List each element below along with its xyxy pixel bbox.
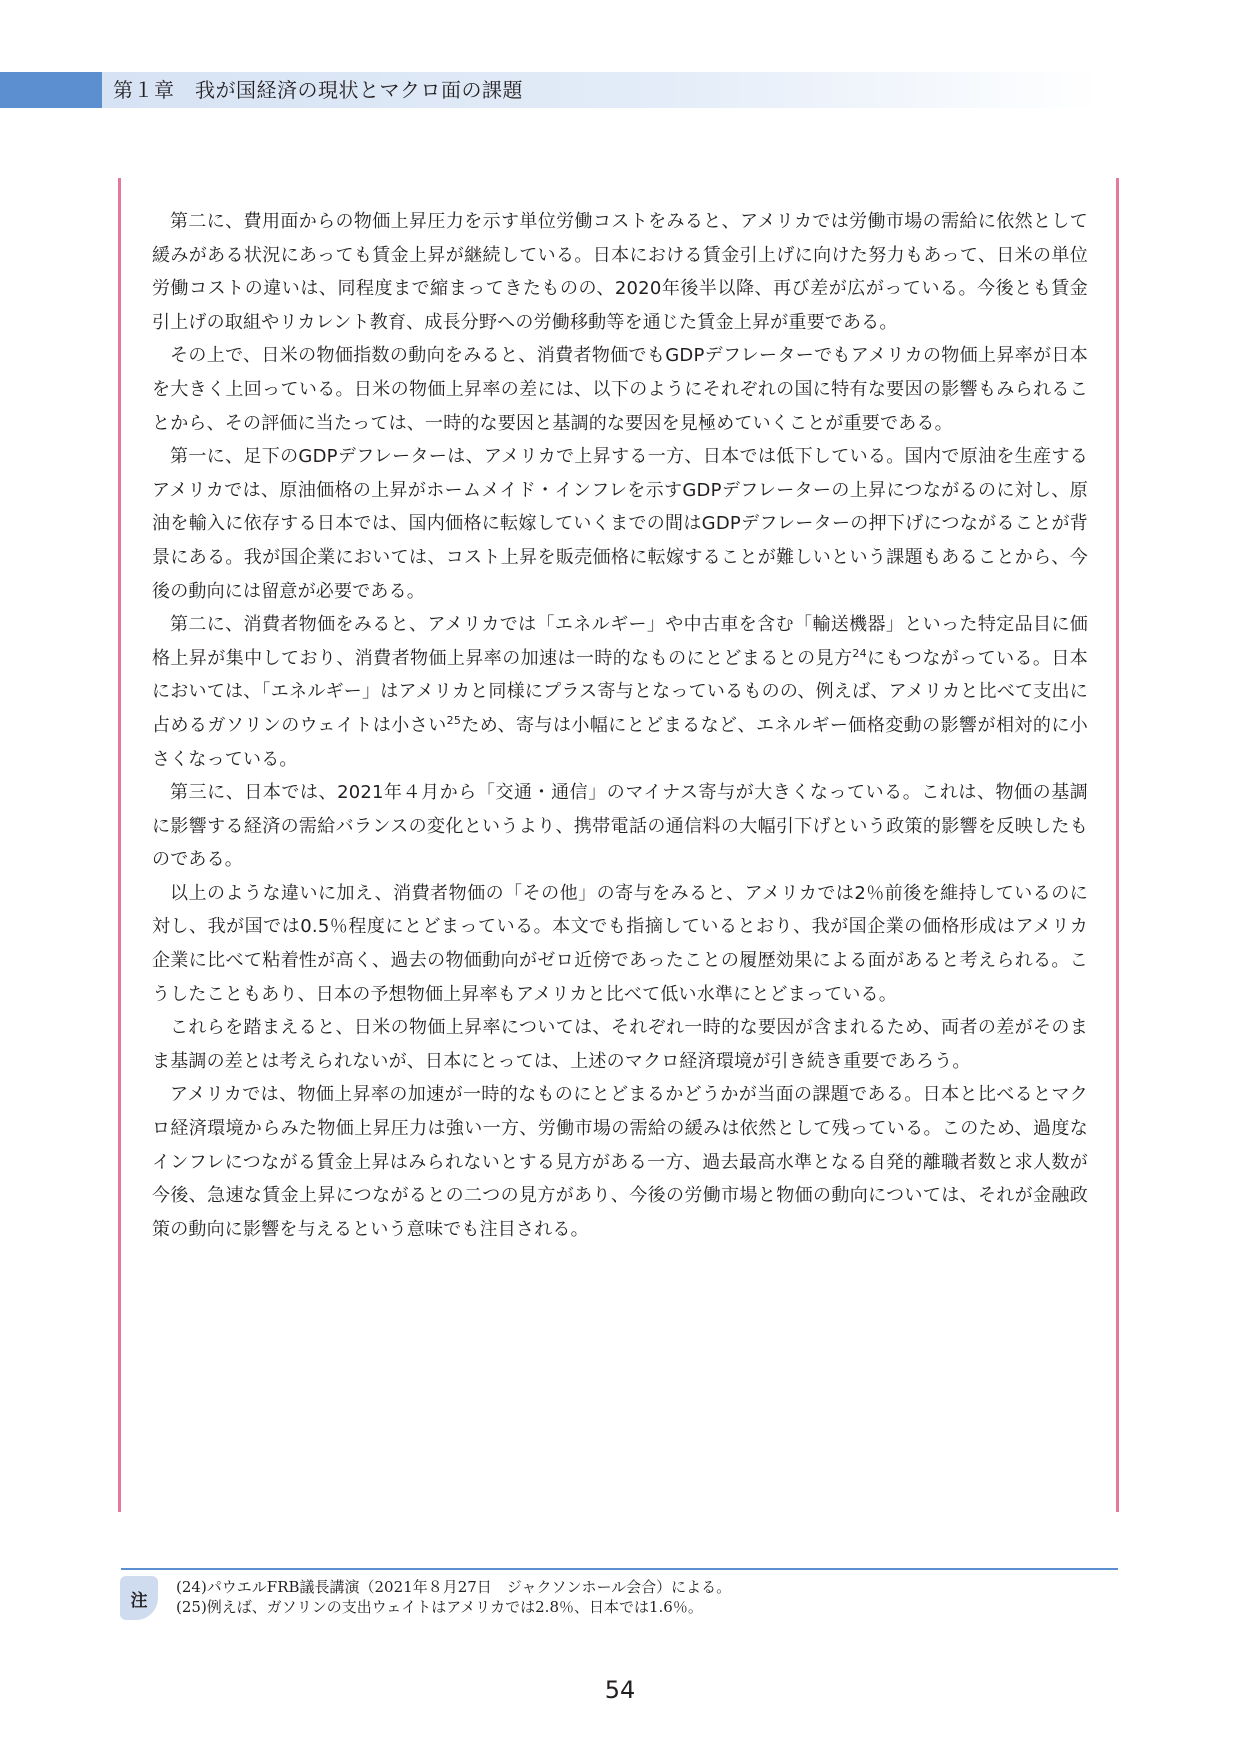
paragraph-text-segment: 第二に、消費者物価をみると、アメリカでは「エネルギー」や中古車を含む「輸送機器」といった特定品目に価格上昇が集中しており、消費者物価上昇率の加速は一時的なものにとどまるとの見方	[152, 614, 1088, 669]
paragraph-transport-communication: 第三に、日本では、2021年４月から「交通・通信」のマイナス寄与が大きくなっている。これは、物価の基調に影響する経済の需給バランスの変化というより、携帯電話の通信料の大幅引下げという政策的影響を反映したものである。	[152, 782, 1088, 871]
column-frame-right	[1116, 178, 1119, 1512]
chapter-title: 第１章 我が国経済の現状とマクロ面の課題	[113, 78, 523, 102]
chapter-header-marker	[0, 72, 102, 108]
footnote-25: (25)例えば、ガソリンの支出ウェイトはアメリカでは2.8％、日本では1.6％。	[176, 1598, 703, 1616]
paragraph-summary: これらを踏まえると、日米の物価上昇率については、それぞれ一時的な要因が含まれるため、両者の差がそのまま基調の差とは考えられないが、日本にとっては、上述のマクロ経済環境が引き続き重要であろう。	[152, 1017, 1088, 1072]
paragraph-consumer-prices	[152, 608, 1088, 776]
paragraph-text-segment: ため、寄与は小幅にとどまるなど、エネルギー価格変動の影響が相対的に小さくなっている。	[152, 714, 1089, 770]
paragraph-us-outlook: アメリカでは、物価上昇率の加速が一時的なものにとどまるかどうかが当面の課題である。日本と比べるとマクロ経済環境からみた物価上昇圧力は強い一方、労働市場の需給の緩みは依然として残っている。このため、過度なインフレにつながる賃金上昇はみられないとする見方がある一方、過去最高水準となる自発的離職者数と求人数が今後、急速な賃金上昇につながるとの二つの見方があり、今後の労働市場と物価の動向については、それが金融政策の動向に影響を与えるという意味でも注目される。	[152, 1084, 1088, 1240]
notes-divider	[121, 1568, 1118, 1570]
footnote-24: (24)パウエルFRB議長講演（2021年８月27日 ジャクソンホール会合）による。	[176, 1578, 732, 1596]
footnote-ref-25[interactable]: 25	[446, 713, 462, 727]
paragraph-unit-labor-cost: 第二に、費用面からの物価上昇圧力を示す単位労働コストをみると、アメリカでは労働市場の需給に依然として緩みがある状況にあっても賃金上昇が継続している。日本における賃金引上げに向けた努力もあって、日米の単位労働コストの違いは、同程度まで縮まってきたものの、2020年後半以降、再び差が広がっている。今後とも賃金引上げの取組やリカレント教育、成長分野への労働移動等を通じた賃金上昇が重要である。	[152, 211, 1088, 333]
column-frame-left	[118, 178, 121, 1512]
notes-label: 注	[120, 1576, 158, 1620]
paragraph-gdp-deflator: 第一に、足下のGDPデフレーターは、アメリカで上昇する一方、日本では低下している。国内で原油を生産するアメリカでは、原油価格の上昇がホームメイド・インフレを示すGDPデフレーターの上昇につながるのに対し、原油を輸入に依存する日本では、国内価格に転嫁していくまでの間はGDPデフレーターの押下げにつながることが背景にある。我が国企業においては、コスト上昇を販売価格に転嫁することが難しいという課題もあることから、今後の動向には留意が必要である。	[152, 446, 1088, 602]
paragraph-other-contribution: 以上のような違いに加え、消費者物価の「その他」の寄与をみると、アメリカでは2％前後を維持しているのに対し、我が国では0.5％程度にとどまっている。本文でも指摘しているとおり、我が国企業の価格形成はアメリカ企業に比べて粘着性が高く、過去の物価動向がゼロ近傍であったことの履歴効果による面があると考えられる。こうしたこともあり、日本の予想物価上昇率もアメリカと比べて低い水準にとどまっている。	[152, 882, 1088, 1005]
paragraph-text-segment: にもつながっている。日本においては、「エネルギー」はアメリカと同様にプラス寄与となっているものの、例えば、アメリカと比べて支出に占めるガソリンのウェイトは小さい	[152, 647, 1088, 736]
footnote-ref-24[interactable]: 24	[852, 646, 867, 660]
page-number: 54	[604, 1676, 636, 1704]
paragraph-price-index-trend: その上で、日米の物価指数の動向をみると、消費者物価でもGDPデフレーターでもアメリカの物価上昇率が日本を大きく上回っている。日米の物価上昇率の差には、以下のようにそれぞれの国に特有な要因の影響もみられることから、その評価に当たっては、一時的な要因と基調的な要因を見極めていくことが重要である。	[152, 345, 1088, 434]
footnotes	[176, 1577, 1106, 1617]
column-body	[152, 205, 1088, 1246]
